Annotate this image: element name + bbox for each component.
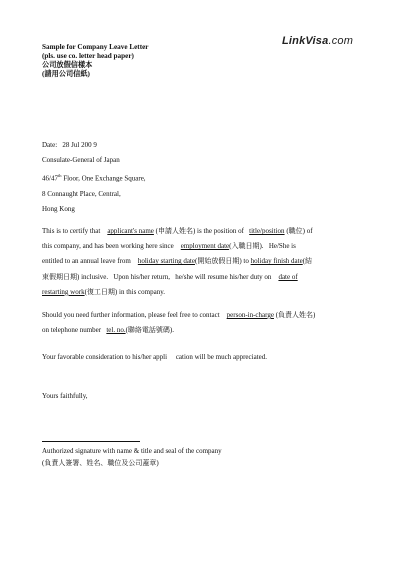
field-holiday-finish: holiday finish date <box>250 257 303 266</box>
date-value: 28 Jul 200 9 <box>62 141 97 149</box>
field-employment-date: employment date <box>180 242 230 251</box>
paragraph-appreciation: Your favorable consideration to his/her appli cation will be much appreciated. <box>42 353 267 361</box>
signature-block <box>42 445 222 469</box>
address-line-1: Consulate-General of Japan <box>42 156 120 165</box>
logo-suffix: .com <box>328 35 354 47</box>
paragraph-contact: Should you need further information, please feel free to contact person-in-charge (負責人姓名) on telephone number tel. no.(聯絡電話號碼). <box>42 311 316 335</box>
address-block <box>42 138 146 217</box>
closing-text: Yours faithfully, <box>42 392 88 400</box>
field-applicant-name: applicant's name <box>107 227 154 235</box>
field-title-position: title/position <box>249 227 285 235</box>
signature-line <box>42 441 140 442</box>
letter-header <box>42 43 148 79</box>
field-tel-no: tel. no. <box>106 326 126 335</box>
address-line-3: 8 Connaught Place, Central, <box>42 189 121 198</box>
paragraph-certify: This is to certify that applicant's name (申請人姓名) is the position of title/position (職位) of this company, and has been working here since employment date(入職日期). He/She is entitled to an annual leave from holiday starting date(開始放假日期) to holiday finish date(結 束假期日期) inclusive. Upon his/her return, he/she will resume his/her duty on date of restarting work(復工日期) in this company. <box>42 227 313 296</box>
address-line-4: Hong Kong <box>42 205 75 214</box>
header-title-chinese: 公司放假信樣本 <box>42 61 93 69</box>
field-holiday-start: holiday starting date <box>137 257 195 266</box>
header-note: (pls. use co. letter head paper) <box>42 52 134 60</box>
logo-main: LinkVisa <box>282 35 329 47</box>
header-title: Sample for Company Leave Letter <box>42 43 149 51</box>
header-note-chinese: (請用公司信紙) <box>42 70 90 78</box>
signature-caption: Authorized signature with name & title and seal of the company <box>42 447 222 455</box>
signature-caption-chinese: (負責人簽署、姓名、職位及公司蓋章) <box>42 459 159 467</box>
linkvisa-logo <box>282 35 353 47</box>
date-line: Date: 28 Jul 200 9 <box>42 141 97 149</box>
address-line-2: 46/47th Floor, One Exchange Square, <box>42 173 146 183</box>
field-date-of: date of <box>278 272 298 281</box>
field-person-in-charge: person-in-charge <box>226 311 274 319</box>
field-restarting-work: restarting work <box>42 287 85 296</box>
